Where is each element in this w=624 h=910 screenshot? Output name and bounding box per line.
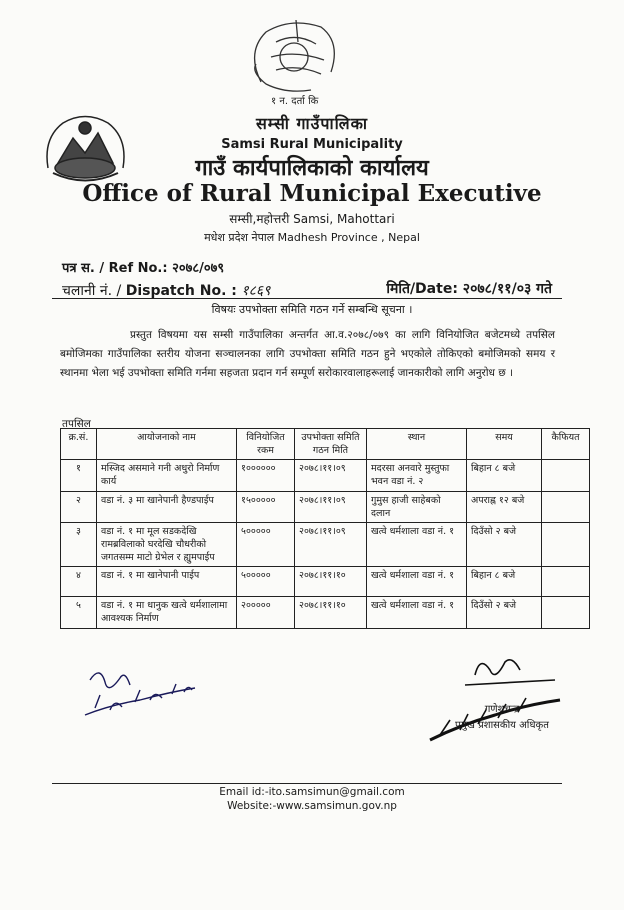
col-header: आयोजनाको नाम (97, 429, 237, 460)
table-header-row (61, 429, 590, 460)
address: सम्सी,महोत्तरी Samsi, Mahottari (229, 212, 395, 226)
table-row (61, 523, 590, 567)
cell-sn: ५ (61, 597, 97, 629)
cell-project: वडा नं. ३ मा खानेपानी हैण्डपाईप (97, 492, 237, 523)
footer-email: Email id:-ito.samsimun@gmail.com (219, 786, 405, 798)
dispatch-no: १८६९ (241, 283, 271, 299)
cell-sn: ४ (61, 567, 97, 597)
cell-project: मस्जिद असमाने गनी अधुरो निर्माण कार्य (97, 460, 237, 492)
cell-remarks (542, 523, 590, 567)
col-header: कैफियत (542, 429, 590, 460)
signature-title: प्रमुख प्रशासकीय अधिकृत (455, 720, 549, 731)
cell-amount: ५००००० (237, 523, 295, 567)
handwritten-signature-left (80, 660, 200, 730)
cell-amount: १५००००० (237, 492, 295, 523)
letter-date: मिति/Date: २०७८/११/०३ गते (386, 281, 552, 297)
col-header: स्थान (367, 429, 467, 460)
cell-project: वडा नं. १ मा धानुक खत्वे धर्मशालामा आवश्यक निर्माण (97, 597, 237, 629)
signature-name: गणेशचन्द्र (484, 704, 520, 715)
footer-website: Website:-www.samsimun.gov.np (227, 800, 397, 812)
cell-date: २०७८।११।०९ (295, 523, 367, 567)
cell-project: वडा नं. १ मा खानेपानी पाईप (97, 567, 237, 597)
municipality-en: Samsi Rural Municipality (221, 137, 403, 152)
cell-remarks (542, 460, 590, 492)
cell-sn: ३ (61, 523, 97, 567)
cell-place: खत्वे धर्मशाला वडा नं. १ (367, 597, 467, 629)
body-paragraph: प्रस्तुत विषयमा यस सम्सी गाउँपालिका अन्तर्गत आ.व.२०७८/०७९ का लागि विनियोजित बजेटमध्ये तपसिल बमोजिमका गाउँपालिका स्तरीय योजना सञ्चालनका लागि उपभोक्ता समिति गठन हुने भएकोले तोकिएको बमोजिमको समय र स्थानमा भेला भई उपभोक्ता समिति गर्नमा सहजता प्रदान गर्न सम्पूर्ण सरोकारवालाहरूलाई जानकारीको लागि अनुरोध छ । (60, 329, 555, 379)
dispatch-en: Dispatch No. : (125, 283, 237, 299)
cell-date: २०७८।११।०९ (295, 460, 367, 492)
cell-time: अपराह्न १२ बजे (467, 492, 542, 523)
cell-time: दिउँसो २ बजे (467, 523, 542, 567)
cell-remarks (542, 492, 590, 523)
office-np: गाउँ कार्यपालिकाको कार्यालय (195, 156, 429, 181)
table-row (61, 597, 590, 629)
cell-sn: २ (61, 492, 97, 523)
cell-remarks (542, 567, 590, 597)
col-header: समय (467, 429, 542, 460)
cell-amount: ५००००० (237, 567, 295, 597)
cell-time: बिहान ८ बजे (467, 567, 542, 597)
table-row (61, 567, 590, 597)
col-header: क्र.सं. (61, 429, 97, 460)
cell-sn: १ (61, 460, 97, 492)
province: मधेश प्रदेश नेपाल Madhesh Province , Nepal (204, 231, 420, 244)
cell-date: २०७८।११।१० (295, 567, 367, 597)
cell-time: दिउँसो २ बजे (467, 597, 542, 629)
signature-block (432, 702, 572, 734)
cell-place: खत्वे धर्मशाला वडा नं. १ (367, 567, 467, 597)
office-en: Office of Rural Municipal Executive (82, 180, 542, 207)
stamp-text: १ न. दर्ता कि (271, 96, 319, 107)
table-row (61, 492, 590, 523)
receipt-stamp (236, 12, 356, 107)
subject: विषयः उपभोक्ता समिति गठन गर्ने सम्बन्धि सूचना । (211, 303, 413, 316)
cell-place: खत्वे धर्मशाला वडा नं. १ (367, 523, 467, 567)
municipality-np: सम्सी गाउँपालिका (255, 114, 369, 133)
cell-date: २०७८।११।१० (295, 597, 367, 629)
project-table (60, 428, 590, 629)
ref-no: पत्र स. / Ref No.: २०७८/०७९ (62, 261, 225, 276)
cell-place: गुमुस हाजी साहेबको दलान (367, 492, 467, 523)
col-header: विनियोजित रकम (237, 429, 295, 460)
cell-amount: २००००० (237, 597, 295, 629)
cell-amount: १०००००० (237, 460, 295, 492)
header-divider (52, 298, 562, 299)
cell-time: बिहान ८ बजे (467, 460, 542, 492)
cell-date: २०७८।११।०९ (295, 492, 367, 523)
col-header: उपभोक्ता समिति गठन मिति (295, 429, 367, 460)
tapsil-label: तपसिल (62, 418, 91, 430)
cell-project: वडा नं. १ मा मूल सडकदेखि रामब्रविलाको घरदेखि चौधरीको जगतसम्म माटो ग्रेभेल र ह्युमपाईप (97, 523, 237, 567)
table-row (61, 460, 590, 492)
cell-remarks (542, 597, 590, 629)
footer-divider (52, 783, 562, 784)
dispatch-label: चलानी नं. / (62, 283, 122, 299)
cell-place: मदरसा अनवारे मुस्तुफा भवन वडा नं. २ (367, 460, 467, 492)
